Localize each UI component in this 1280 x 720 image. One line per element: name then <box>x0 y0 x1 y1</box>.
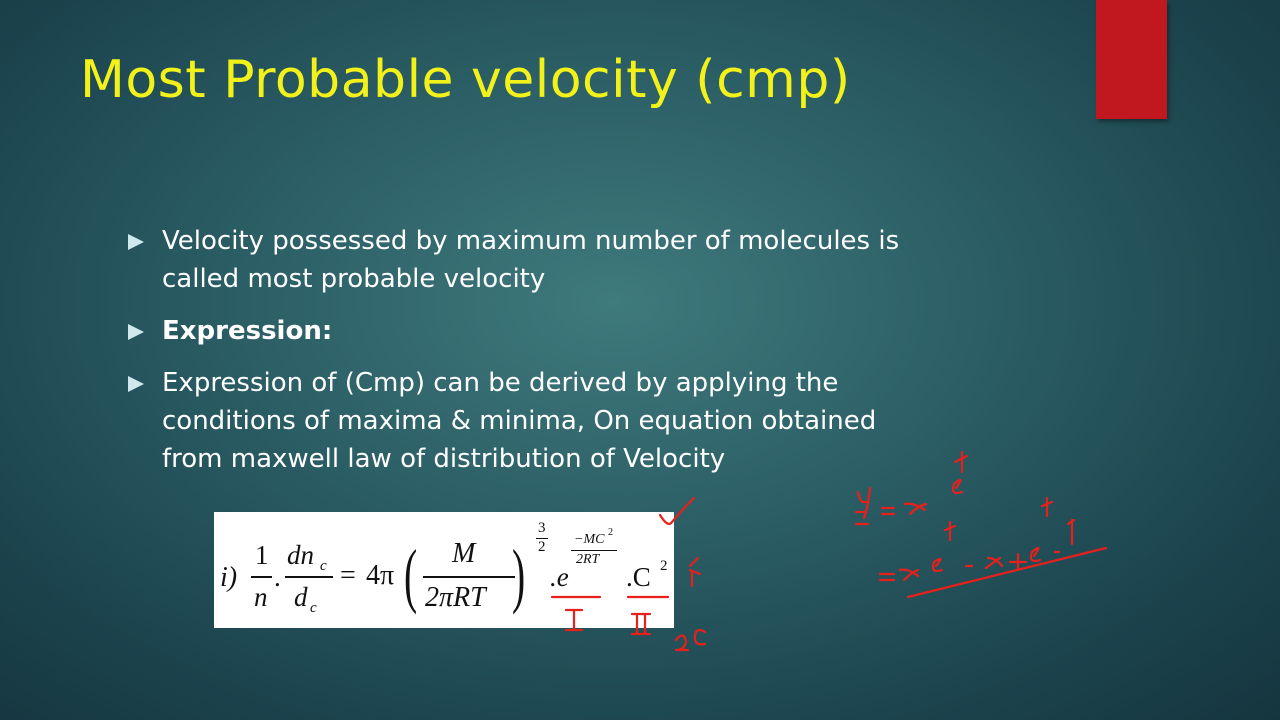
formula-d: d <box>294 582 308 612</box>
formula-equals: = <box>340 560 356 591</box>
bullet-arrow-icon <box>128 376 144 392</box>
bullet-line: from maxwell law of distribution of Velocity <box>162 444 726 474</box>
fraction-bar <box>285 576 333 578</box>
fraction-bar <box>571 550 617 551</box>
formula-left-paren: ( <box>404 535 418 615</box>
accent-bar <box>1096 0 1167 119</box>
ink-mark <box>690 558 700 586</box>
bullet-text <box>162 312 1042 350</box>
formula-2piRT: 2πRT <box>425 582 486 613</box>
maxwell-formula-image <box>214 512 674 628</box>
bullet-line: Expression: <box>162 316 333 346</box>
bullet-text <box>162 222 1042 298</box>
formula-exp-den: 2 <box>538 539 546 555</box>
formula-sub-c: c <box>320 558 327 574</box>
fraction-bar <box>423 576 515 578</box>
formula-dn: dn <box>287 540 314 570</box>
bullet-arrow-icon <box>128 324 144 340</box>
ink-y <box>856 488 870 524</box>
formula-e: .e <box>550 562 569 592</box>
formula-2rt: 2RT <box>576 552 600 567</box>
formula-c-sq: 2 <box>660 558 668 574</box>
slide-title: Most Probable velocity (cmp) <box>80 50 851 110</box>
formula-mc-sq: 2 <box>608 527 613 538</box>
ink-text-2c <box>676 630 705 650</box>
ink-equals <box>882 508 894 514</box>
formula-sub-c: c <box>310 600 317 616</box>
bullet-line: conditions of maxima & minima, On equation obtained <box>162 406 877 436</box>
bullet-text <box>162 364 1042 478</box>
formula-neg-mc: −MC <box>574 532 605 547</box>
formula-M: M <box>452 538 476 569</box>
formula-exp-num: 3 <box>538 520 546 536</box>
bullet-arrow-icon <box>128 234 144 250</box>
ink-x <box>905 504 926 514</box>
ink-derivative-line <box>880 498 1074 580</box>
formula-right-paren: ) <box>512 535 526 615</box>
formula-four-pi: 4π <box>366 560 395 591</box>
formula-c: .C <box>626 562 651 592</box>
bullet-line: Expression of (Cmp) can be derived by applying the <box>162 368 839 398</box>
ink-long-underline <box>908 548 1106 597</box>
bullet-line: Velocity possessed by maximum number of molecules is <box>162 226 900 256</box>
formula-dot: . <box>274 562 281 592</box>
bullet-line: called most probable velocity <box>162 264 546 294</box>
formula-n: n <box>254 582 268 612</box>
formula-prefix: i) <box>220 562 238 593</box>
fraction-bar <box>251 576 272 578</box>
formula-one: 1 <box>255 540 269 570</box>
